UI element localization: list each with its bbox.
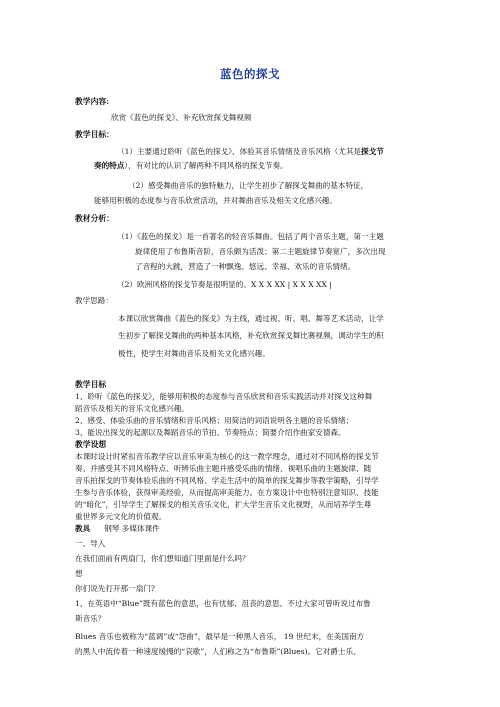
goal-2-line: （2）感受舞曲音乐的独特魅力，让学生初步了解探戈舞曲的基本特征， [128, 181, 369, 190]
goals-heading: 教学目标： [75, 130, 114, 139]
objectives-heading: 教学目标 [75, 380, 107, 389]
objective-3-line: 3、能说出探戈的起源以及舞蹈音乐的节拍、节奏特点；简要介绍作曲家安德森。 [75, 428, 346, 437]
objective-1-line: 1、聆听《蓝色的探戈》，能够用积极的态度参与音乐欣赏和音乐实践活动并对探戈这种舞 [75, 392, 373, 401]
tools-text: 钢琴 多媒体课件 [104, 524, 160, 533]
content-heading: 教学内容: [75, 97, 110, 106]
objective-1-line-2: 蹈音乐及相关的音乐文化感兴趣。 [75, 404, 189, 413]
blues-line-2: 的黑人中流传着一种速度缓慢的“哀歌”，人们称之为“布鲁斯”(Blues)。它对爵士乐、 [75, 647, 361, 656]
objective-2-line: 2、感受、体验乐曲的音乐情绪和音乐风格；用简洁的词语说明各主题的音乐情绪； [75, 416, 354, 425]
page-title: 蓝色的探戈 [220, 67, 280, 81]
thinking-line-3: 极性，使学生对舞曲音乐及相关文化感兴趣。 [118, 349, 270, 358]
goal-1-line-2 [94, 161, 288, 171]
tools-line [75, 524, 160, 534]
thinking-heading: 教学思路： [75, 296, 113, 305]
intro-open-question: 你们说先打开那一扇门? [75, 584, 156, 593]
goal-1-bold: 探戈节 [361, 147, 384, 156]
design-line-3: 音乐拍探戈的节奏体验乐曲的不同风格、学走生活中的简单的探戈舞步等教学策略，引导学 [75, 476, 379, 485]
design-line: 本课时设计时紧扣音乐教学应以音乐审美为核心的这一教学理念，通过对不同风格的探戈节 [75, 452, 379, 461]
analysis-1-line: （1）《蓝色的探戈》是一首著名的轻音乐舞曲。包括了两个音乐主题，第一主题 [117, 232, 384, 241]
design-heading: 教学设想 [75, 440, 107, 449]
tools-heading: 教具 [75, 524, 91, 533]
thinking-line: 本课以欣赏舞曲《蓝色的探戈》为主线，通过视、听、唱、舞等艺术活动，让学 [118, 314, 384, 323]
analysis-1-line-2: 旋律使用了布鲁斯音阶，音乐颇为活泼；第二主题旋律节奏宽广，多次出现 [135, 247, 386, 256]
design-line-6: 重世界多元文化的价值观。 [75, 512, 167, 521]
blue-line-2: 斯音乐？ [75, 614, 106, 623]
goal-1-bold-2: 奏的特点 [94, 161, 125, 170]
design-line-2: 奏、并感受其不同风格特点、听辨乐曲主题并感受乐曲的情绪、视唱乐曲的主题旋律、随 [75, 464, 372, 473]
goal-1-text: （1）主要通过聆听《蓝色的探戈》、体验其音乐情绪及音乐风格（尤其是 [117, 147, 362, 156]
goal-1-text-2: ），有对比的认识了解两种不同风格的探戈节奏。 [124, 161, 288, 170]
analysis-1-line-3: 了音程的大跳，营造了一种飘逸、悠远、幸福、欢乐的音乐情绪。 [135, 262, 356, 271]
blue-line: 1、在英语中“Blue”既有蓝色的意思，也有忧郁、沮丧的意思。不过大家可曾听说过布鲁 [75, 599, 371, 608]
intro-answer: 想 [75, 569, 83, 578]
design-line-5: 的“暗化”，引导学生了解探戈的相关音乐文化，扩大学生音乐文化视野，从而培养学生尊 [75, 500, 372, 509]
thinking-line-2: 生初步了解探戈舞曲的两种基本风格，补充欣赏探戈舞比赛视频，调动学生的积 [118, 331, 384, 340]
goal-2-line-2: 能够用积极的态度参与音乐欣赏活动，并对舞曲音乐及相关文化感兴趣。 [94, 196, 337, 205]
blues-line: Blues 音乐也被称为“蓝调”或“怨曲”，最早是一种黑人音乐， 19 世纪末，在美国南方 [75, 632, 365, 641]
design-line-4: 生参与音乐体验，获得审美经验，从而提高审美能力。在方案设计中也特别注意知识、技能 [75, 488, 379, 497]
intro-heading: 一、导入 [75, 539, 106, 548]
analysis-2-line: （2）欧洲风格的探戈节奏是很明显的。X X X XX | X X X XX | [117, 280, 332, 289]
goal-1-line [117, 147, 384, 157]
intro-question: 在我们面前有两扇门，你们想知道门里面是什么吗？ [75, 554, 250, 563]
analysis-heading: 教材分析： [75, 214, 114, 223]
content-text: 欣赏《蓝色的探戈》、补充欣赏探戈舞视频 [111, 113, 252, 122]
